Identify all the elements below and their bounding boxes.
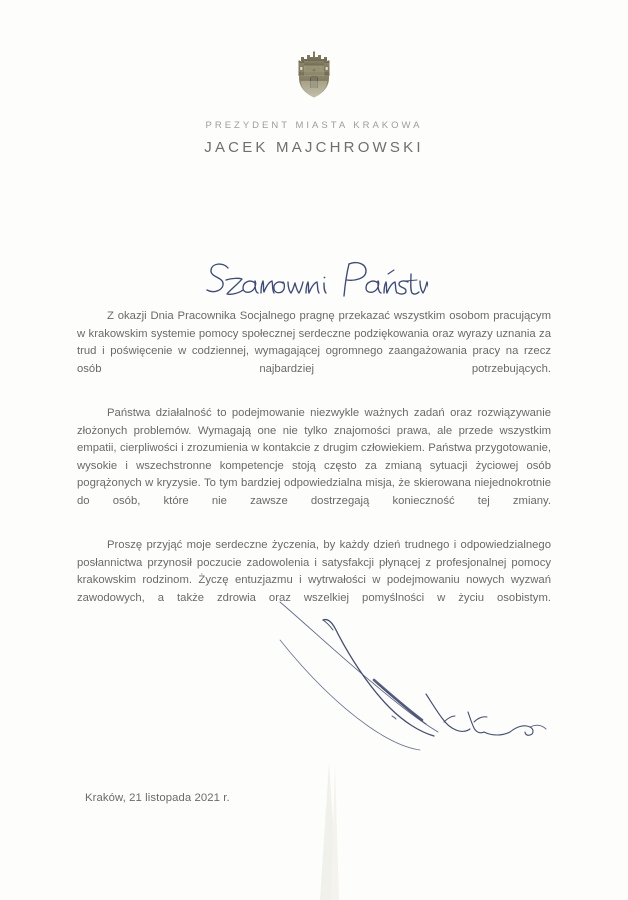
date-line: Kraków, 21 listopada 2021 r.	[85, 792, 230, 804]
handwritten-signature-ink	[278, 596, 584, 764]
handwritten-salutation-ink	[198, 252, 428, 308]
letter-body	[77, 308, 551, 634]
coat-of-arms-of-krakow-icon	[292, 48, 336, 100]
letterhead-office-title: PREZYDENT MIASTA KRAKOWA	[205, 120, 423, 131]
letterhead-titles	[0, 118, 628, 159]
scan-fold-highlight	[331, 762, 339, 900]
paragraph-text: Z okazji Dnia Pracownika Socjalnego pragnę przekazać wszystkim osobom pracującym w krakowskim systemie pomocy społecznej serdeczne podziękowania oraz wyrazy uznania za trud i poświęcenie w codziennej, wymagającej ogromnego zaangażowania pracy na rzecz osób najbardziej potrzebujących.	[77, 310, 551, 375]
letterhead-person-name: JACEK MAJCHROWSKI	[204, 139, 424, 156]
letter-paragraph	[77, 405, 551, 528]
handwritten-salutation	[198, 252, 428, 308]
paragraph-text: Państwa działalność to podejmowanie niezwykle ważnych zadań oraz rozwiązywanie złożonych problemów. Wymagają one nie tylko znajomości prawa, ale przede wszystkim empatii, cierpliwości i zrozumienia w kontakcie z drugim człowiekiem. Państwa przygotowanie, wysokie i wszechstronne kompetencje stoją często za zmianą sytuacji życiowej osób pogrążonych w kryzysie. To tym bardziej odpowiedzialna misja, że skierowana niejednokrotnie do osób, które nie zawsze dostrzegają konieczność tej zmiany.	[77, 406, 551, 507]
handwritten-signature	[278, 596, 584, 764]
paragraph-text: Proszę przyjąć moje serdeczne życzenia, by każdy dzień trudnego i odpowiedzialnego posłannictwa przynosił poczucie zadowolenia i satysfakcji płynącej z profesjonalnej pomocy krakowskim rodzinom. Życzę entuzjazmu i wytrwałości w podejmowaniu nowych wyzwań zawodowych, a także zdrowia oraz wszelkiej pomyślności w życiu osobistym.	[77, 539, 551, 604]
letter-paragraph	[77, 308, 551, 396]
emblem-container	[0, 48, 628, 100]
